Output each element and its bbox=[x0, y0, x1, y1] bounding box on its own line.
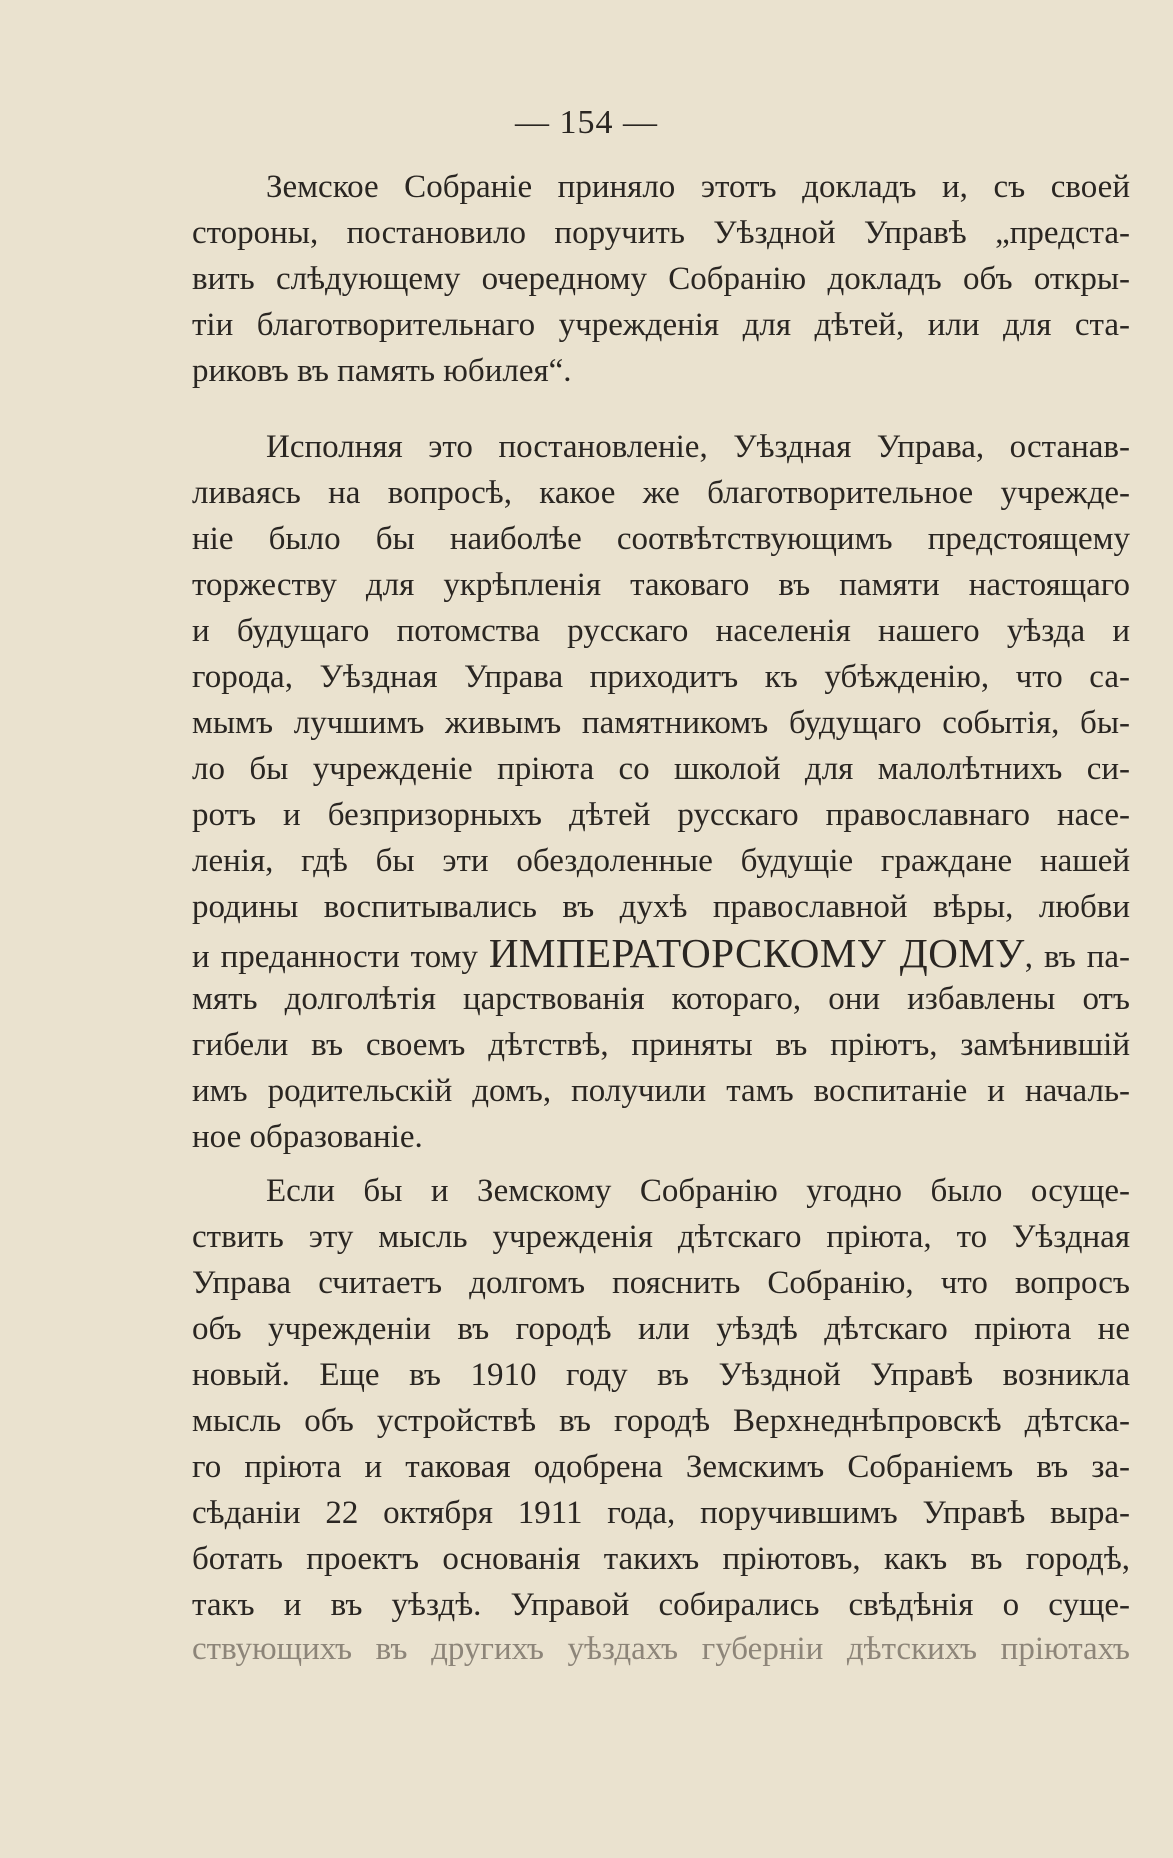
text-line: ливаясь на вопросѣ, какое же благотворительное учрежде- bbox=[192, 475, 1130, 511]
text-line: ніе было бы наиболѣе соотвѣтствующимъ предстоящему bbox=[192, 521, 1130, 557]
text-line-emphasis: и преданности тому ИМПЕРАТОРСКОМУ ДОМУ, въ па- bbox=[192, 930, 1131, 976]
text-line: торжеству для укрѣпленія таковаго въ памяти настоящаго bbox=[192, 567, 1130, 603]
text-line: ло бы учрежденіе пріюта со школой для малолѣтнихъ си- bbox=[192, 751, 1130, 787]
emphasis-phrase: ИМПЕРАТОРСКОМУ ДОМУ bbox=[488, 930, 1025, 976]
text-line: стороны, постановило поручить Уѣздной Управѣ „предста- bbox=[192, 215, 1130, 251]
text-line: имъ родительскій домъ, получили тамъ воспитаніе и началь- bbox=[192, 1073, 1130, 1109]
text-line: новый. Еще въ 1910 году въ Уѣздной Управѣ возникла bbox=[192, 1357, 1130, 1393]
text-line: ротъ и безпризорныхъ дѣтей русскаго православнаго насе- bbox=[192, 797, 1130, 833]
text-line: го пріюта и таковая одобрена Земскимъ Собраніемъ въ за- bbox=[192, 1449, 1130, 1485]
text-line: мымъ лучшимъ живымъ памятникомъ будущаго событія, бы- bbox=[192, 705, 1130, 741]
text-line: ленія, гдѣ бы эти обездоленные будущіе граждане нашей bbox=[192, 843, 1130, 879]
text-line: вить слѣдующему очередному Собранію докладъ объ откры- bbox=[192, 261, 1130, 297]
text-line: сѣданіи 22 октября 1911 года, поручившимъ Управѣ выра- bbox=[192, 1495, 1130, 1531]
text-line: города, Уѣздная Управа приходитъ къ убѣжденію, что са- bbox=[192, 659, 1130, 695]
text-line: родины воспитывались въ духѣ православной вѣры, любви bbox=[192, 889, 1130, 925]
page-number: — 154 — bbox=[515, 104, 658, 141]
text-line: тіи благотворительнаго учрежденія для дѣтей, или для ста- bbox=[192, 307, 1130, 343]
text-line: такъ и въ уѣздѣ. Управой собирались свѣдѣнія о суще- bbox=[192, 1587, 1130, 1623]
text-line: Управа считаетъ долгомъ пояснить Собранію, что вопросъ bbox=[192, 1265, 1130, 1301]
text-line: гибели въ своемъ дѣтствѣ, приняты въ пріютъ, замѣнившій bbox=[192, 1027, 1130, 1063]
text-line: мысль объ устройствѣ въ городѣ Верхнеднѣпровскѣ дѣтска- bbox=[192, 1403, 1130, 1439]
text-line: объ учрежденіи въ городѣ или уѣздѣ дѣтскаго пріюта не bbox=[192, 1311, 1130, 1347]
text-line: риковъ въ память юбилея“. bbox=[192, 353, 572, 389]
text-line: и будущаго потомства русскаго населенія нашего уѣзда и bbox=[192, 613, 1130, 649]
text-line: Исполняя это постановленіе, Уѣздная Управа, останав- bbox=[266, 429, 1130, 465]
text-line: Земское Собраніе приняло этотъ докладъ и, съ своей bbox=[266, 169, 1130, 205]
text-line-faded: ствующихъ въ другихъ уѣздахъ губерніи дѣтскихъ пріютахъ bbox=[192, 1631, 1130, 1667]
text-line: мять долголѣтія царствованія котораго, они избавлены отъ bbox=[192, 981, 1130, 1017]
text-line: ное образованіе. bbox=[192, 1119, 423, 1155]
text-line: ботать проектъ основанія такихъ пріютовъ, какъ въ городѣ, bbox=[192, 1541, 1130, 1577]
text-line: Если бы и Земскому Собранію угодно было осуще- bbox=[266, 1173, 1130, 1209]
text-line: ствить эту мысль учрежденія дѣтскаго пріюта, то Уѣздная bbox=[192, 1219, 1130, 1255]
